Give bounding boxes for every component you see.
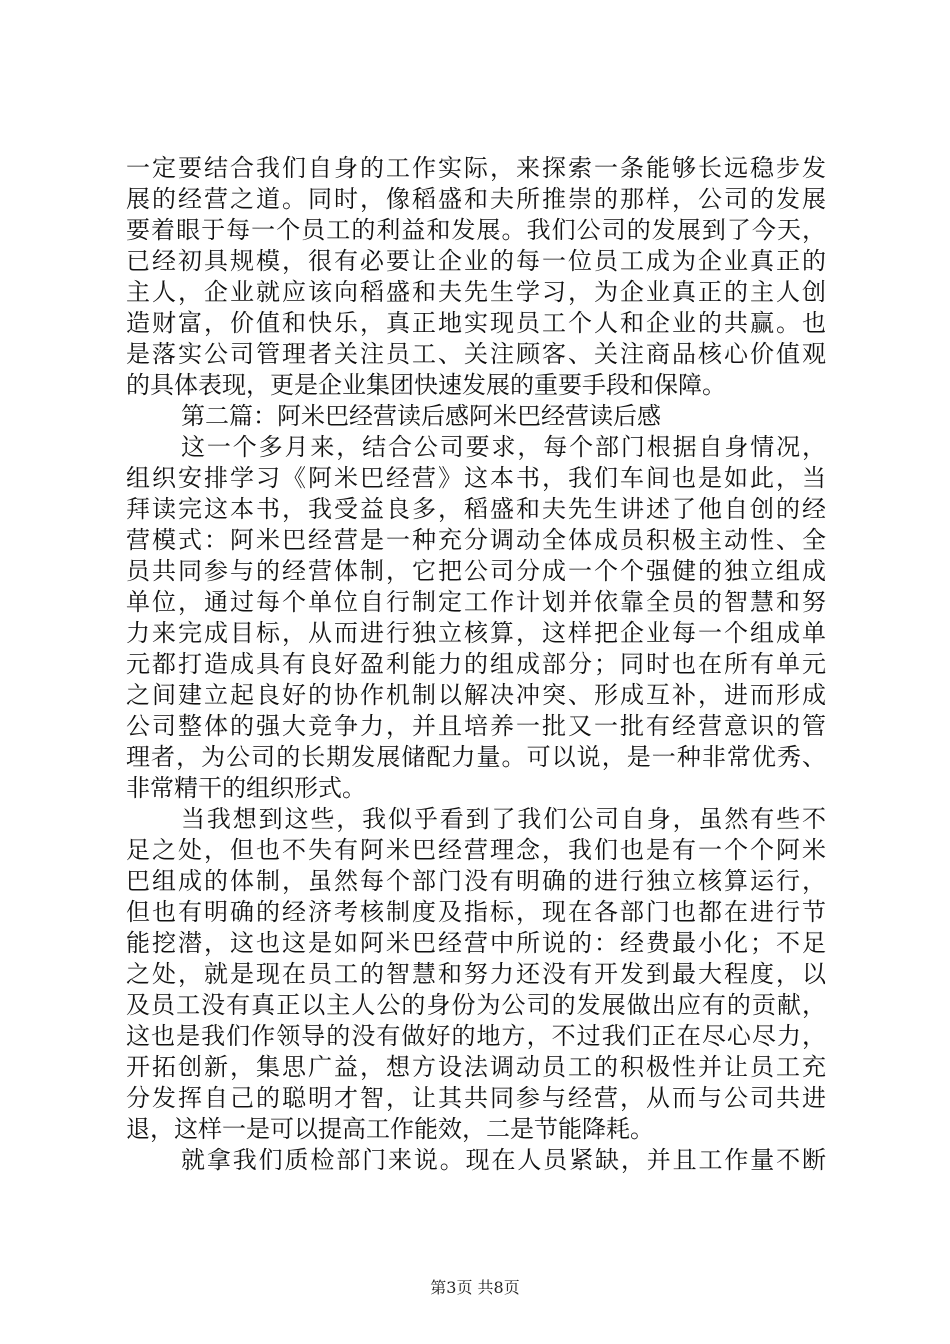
text-line: 单位，通过每个单位自行制定工作计划并依靠全员的智慧和努 (126, 588, 826, 616)
text-line: 是落实公司管理者关注员工、关注顾客、关注商品核心价值观 (126, 340, 826, 368)
text-line: 开拓创新，集思广益，想方设法调动员工的积极性并让员工充 (126, 1053, 826, 1081)
text-line: 当我想到这些，我似乎看到了我们公司自身，虽然有些不 (181, 805, 826, 833)
text-line: 非常精干的组织形式。 (126, 774, 366, 802)
text-line: 力来完成目标，从而进行独立核算，这样把企业每一个组成单 (126, 619, 826, 647)
text-line: 元都打造成具有良好盈利能力的组成部分；同时也在所有单元 (126, 650, 826, 678)
text-line: 的具体表现，更是企业集团快速发展的重要手段和保障。 (126, 371, 726, 399)
text-line: 第二篇：阿米巴经营读后感阿米巴经营读后感 (181, 402, 661, 430)
text-line: 一定要结合我们自身的工作实际，来探索一条能够长远稳步发 (126, 154, 826, 182)
text-line: 巴组成的体制，虽然每个部门没有明确的进行独立核算运行， (126, 867, 826, 895)
text-line: 理者，为公司的长期发展储配力量。可以说，是一种非常优秀、 (126, 743, 826, 771)
text-line: 要着眼于每一个员工的利益和发展。我们公司的发展到了今天， (126, 216, 826, 244)
text-line: 组织安排学习《阿米巴经营》这本书，我们车间也是如此，当 (126, 464, 826, 492)
text-line: 这也是我们作领导的没有做好的地方，不过我们正在尽心尽力， (126, 1022, 826, 1050)
page-footer: 第3页 共8页 (430, 1278, 520, 1297)
text-line: 但也有明确的经济考核制度及指标，现在各部门也都在进行节 (126, 898, 826, 926)
text-line: 就拿我们质检部门来说。现在人员紧缺，并且工作量不断 (181, 1146, 826, 1174)
document-body (126, 153, 826, 1176)
text-line: 足之处，但也不失有阿米巴经营理念，我们也是有一个个阿米 (126, 836, 826, 864)
text-line: 及员工没有真正以主人公的身份为公司的发展做出应有的贡献， (126, 991, 826, 1019)
text-line: 公司整体的强大竞争力，并且培养一批又一批有经营意识的管 (126, 712, 826, 740)
text-line: 主人，企业就应该向稻盛和夫先生学习，为企业真正的主人创 (126, 278, 826, 306)
text-line: 之间建立起良好的协作机制以解决冲突、形成互补，进而形成 (126, 681, 826, 709)
text-line: 员共同参与的经营体制，它把公司分成一个个强健的独立组成 (126, 557, 826, 585)
text-line: 这一个多月来，结合公司要求，每个部门根据自身情况， (181, 433, 826, 461)
text-line: 退，这样一是可以提高工作能效，二是节能降耗。 (126, 1115, 654, 1143)
text-line: 展的经营之道。同时，像稻盛和夫所推崇的那样，公司的发展 (126, 185, 826, 213)
text-line: 已经初具规模，很有必要让企业的每一位员工成为企业真正的 (126, 247, 826, 275)
text-line: 之处，就是现在员工的智慧和努力还没有开发到最大程度，以 (126, 960, 826, 988)
text-line: 分发挥自己的聪明才智，让其共同参与经营，从而与公司共进 (126, 1084, 826, 1112)
text-line: 能挖潜，这也这是如阿米巴经营中所说的：经费最小化；不足 (126, 929, 826, 957)
text-line: 拜读完这本书，我受益良多，稻盛和夫先生讲述了他自创的经 (126, 495, 826, 523)
text-line: 造财富，价值和快乐，真正地实现员工个人和企业的共赢。也 (126, 309, 826, 337)
text-line: 营模式：阿米巴经营是一种充分调动全体成员积极主动性、全 (126, 526, 826, 554)
